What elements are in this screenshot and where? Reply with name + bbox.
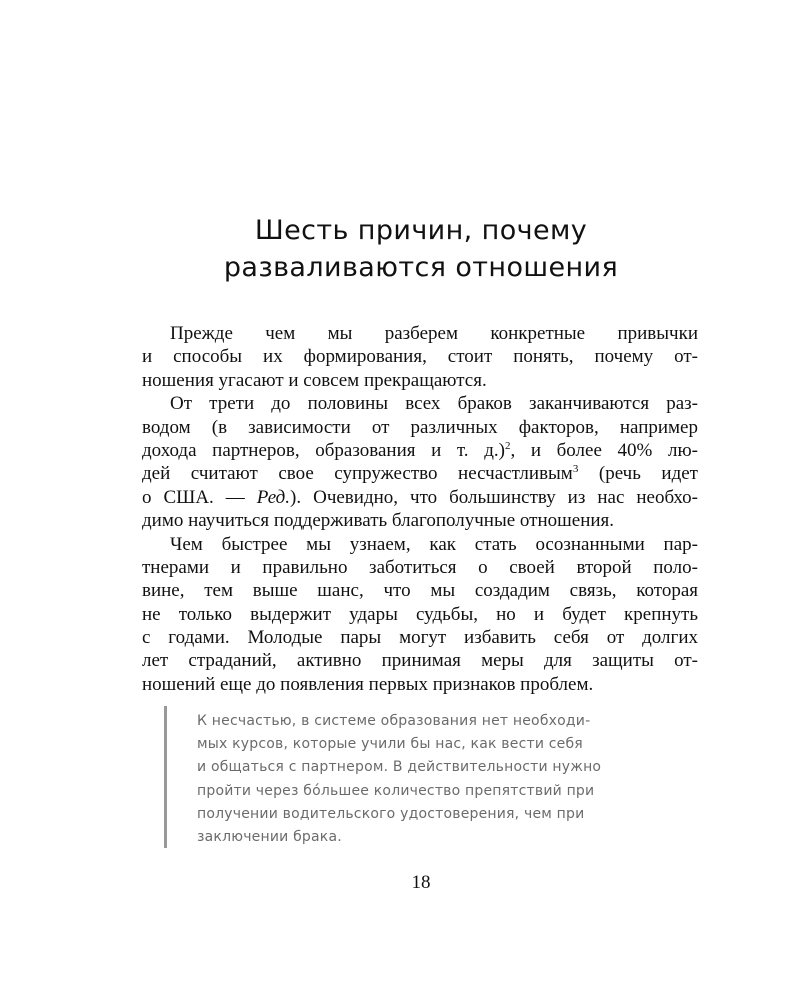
text-line — [142, 462, 698, 485]
text-segment: дохода партнеров, образования и т. д.) — [142, 439, 505, 461]
text-line: вине, тем выше шанс, что мы создадим связь, которая — [142, 580, 698, 602]
text-line: От трети до половины всех браков заканчиваются раз- — [170, 393, 698, 415]
text-line: Чем быстрее мы узнаем, как стать осознанными пар- — [170, 533, 698, 555]
text-segment: о США. — — [142, 486, 257, 508]
text-line: ношения угасают и совсем прекращаются. — [142, 369, 487, 391]
callout-line: получении водительского удостоверения, чем при — [197, 805, 585, 822]
callout-line: мых курсов, которые учили бы нас, как вести себя — [197, 736, 583, 753]
callout-line: и общаться с партнером. В действительности нужно — [197, 759, 602, 776]
paragraph-2 — [142, 392, 698, 532]
text-line: не только выдержит удары судьбы, но и будет крепнуть — [142, 603, 698, 625]
body-text — [142, 322, 698, 696]
paragraph-3 — [142, 533, 698, 697]
page-number: 18 — [411, 872, 431, 893]
text-segment: ). Очевидно, что большинству из нас необхо- — [290, 486, 698, 508]
text-segment: дей считают свое супружество несчастливым — [142, 463, 573, 485]
callout-box — [164, 706, 703, 848]
text-line: димо научиться поддерживать благополучные отношения. — [142, 510, 615, 532]
callout-line: К несчастью, в системе образования нет необходи- — [197, 713, 591, 729]
chapter-title-line-2: разваливаются отношения — [223, 252, 619, 283]
callout-line: пройти через бóльшее количество препятствий при — [197, 782, 595, 799]
text-line: водом (в зависимости от различных факторов, например — [142, 416, 698, 438]
text-line: лет страданий, активно принимая меры для защиты от- — [142, 650, 698, 672]
footnote-ref-2: 2 — [504, 439, 511, 452]
text-line: тнерами и правильно заботиться о своей второй поло- — [142, 556, 698, 578]
chapter-title-line-1: Шесть причин, почему — [254, 215, 588, 246]
paragraph-1 — [142, 322, 698, 392]
text-segment: , и более 40% лю- — [510, 439, 698, 461]
text-line — [142, 439, 698, 462]
footnote-ref-3: 3 — [572, 463, 579, 476]
text-line: ношений еще до появления первых признаков проблем. — [142, 673, 594, 695]
text-line: и способы их формирования, стоит понять, почему от- — [142, 346, 698, 368]
callout-text — [197, 710, 697, 849]
text-line: с годами. Молодые пары могут избавить себя от долгих — [142, 627, 698, 649]
text-line — [142, 486, 698, 509]
editor-note: Ред. — [256, 486, 291, 508]
callout-line: заключении брака. — [197, 829, 342, 846]
text-segment: (речь идет — [578, 463, 698, 485]
chapter-title — [100, 212, 742, 286]
text-line: Прежде чем мы разберем конкретные привычки — [170, 323, 698, 344]
